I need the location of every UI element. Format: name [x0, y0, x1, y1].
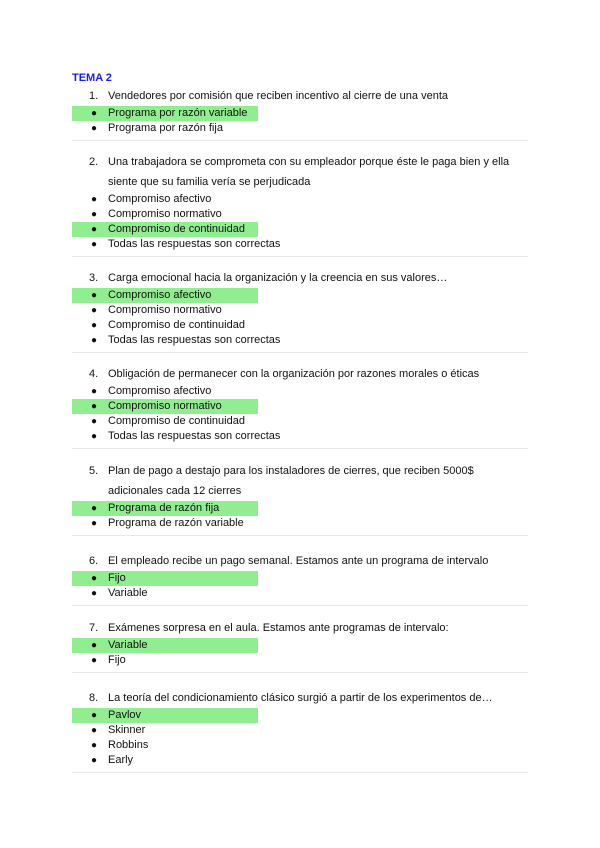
answer-label: Variable	[108, 639, 148, 651]
question-line: Una trabajadora se comprometa con su empleador porque éste le paga bien y ella	[108, 156, 510, 168]
answer-label: Compromiso afectivo	[108, 289, 212, 301]
question-text	[72, 172, 528, 192]
answer-option	[72, 723, 528, 738]
question-text	[72, 86, 528, 106]
answer-option-correct	[72, 638, 258, 653]
bullet-icon: ●	[91, 224, 98, 235]
answer-option	[72, 384, 528, 399]
question-2	[72, 152, 528, 257]
answer-option-correct	[72, 288, 258, 303]
answer-option	[72, 653, 528, 668]
question-line: Carga emocional hacia la organización y la creencia en sus valores…	[108, 272, 448, 284]
question-number: 4.	[89, 368, 99, 380]
bullet-icon: ●	[91, 640, 98, 651]
answer-option-correct	[72, 222, 258, 237]
answer-option	[72, 303, 528, 318]
answer-label: Todas las respuestas son correctas	[108, 238, 281, 250]
bullet-icon: ●	[91, 573, 98, 584]
question-7	[72, 618, 528, 673]
section-title: TEMA 2	[72, 72, 112, 84]
question-line: Plan de pago a destajo para los instaladores de cierres, que reciben 5000$	[108, 465, 474, 477]
answer-option	[72, 738, 528, 753]
divider	[72, 352, 528, 353]
answer-label: Compromiso de continuidad	[108, 415, 245, 427]
bullet-icon: ●	[91, 503, 98, 514]
bullet-icon: ●	[91, 416, 98, 427]
answer-option	[72, 333, 528, 348]
answer-option	[72, 753, 528, 768]
question-3	[72, 268, 528, 353]
answer-label: Todas las respuestas son correctas	[108, 334, 281, 346]
question-8	[72, 688, 528, 773]
question-number: 3.	[89, 272, 99, 284]
bullet-icon: ●	[91, 239, 98, 250]
bullet-icon: ●	[91, 588, 98, 599]
bullet-icon: ●	[91, 305, 98, 316]
answer-option-correct	[72, 571, 258, 586]
bullet-icon: ●	[91, 740, 98, 751]
answer-label: Programa por razón variable	[108, 107, 248, 119]
answer-option	[72, 121, 528, 136]
bullet-icon: ●	[91, 755, 98, 766]
bullet-icon: ●	[91, 123, 98, 134]
answer-label: Early	[108, 754, 134, 766]
divider	[72, 672, 528, 673]
answer-label: Variable	[108, 587, 148, 599]
answer-option	[72, 516, 528, 531]
answer-option	[72, 207, 528, 222]
answer-option-correct	[72, 106, 258, 121]
question-text	[72, 461, 528, 481]
answer-label: Programa de razón fija	[108, 502, 220, 514]
answer-label: Programa por razón fija	[108, 122, 223, 134]
bullet-icon: ●	[91, 401, 98, 412]
bullet-icon: ●	[91, 431, 98, 442]
answer-label: Todas las respuestas son correctas	[108, 430, 281, 442]
divider	[72, 535, 528, 536]
question-text	[72, 481, 528, 501]
answer-label: Compromiso afectivo	[108, 193, 212, 205]
answer-label: Fijo	[108, 654, 126, 666]
answer-option-correct	[72, 708, 258, 723]
answer-label: Compromiso de continuidad	[108, 319, 245, 331]
divider	[72, 140, 528, 141]
bullet-icon: ●	[91, 108, 98, 119]
answer-option	[72, 429, 528, 444]
answer-option-correct	[72, 399, 258, 414]
question-number: 1.	[89, 90, 99, 102]
bullet-icon: ●	[91, 725, 98, 736]
answer-option	[72, 586, 528, 601]
bullet-icon: ●	[91, 518, 98, 529]
divider	[72, 448, 528, 449]
question-6	[72, 551, 528, 606]
bullet-icon: ●	[91, 290, 98, 301]
divider	[72, 605, 528, 606]
question-text	[72, 268, 528, 288]
question-text	[72, 618, 528, 638]
divider	[72, 256, 528, 257]
answer-option	[72, 237, 528, 252]
question-line: La teoría del condicionamiento clásico surgió a partir de los experimentos de…	[108, 692, 493, 704]
answer-option	[72, 192, 528, 207]
bullet-icon: ●	[91, 194, 98, 205]
question-4	[72, 364, 528, 449]
question-line: Vendedores por comisión que reciben incentivo al cierre de una venta	[108, 90, 448, 102]
answer-label: Compromiso normativo	[108, 304, 222, 316]
question-number: 2.	[89, 156, 99, 168]
question-line: Obligación de permanecer con la organización por razones morales o éticas	[108, 368, 480, 380]
answer-label: Skinner	[108, 724, 146, 736]
bullet-icon: ●	[91, 335, 98, 346]
question-text	[72, 551, 528, 571]
answer-label: Pavlov	[108, 709, 142, 721]
answer-option-correct	[72, 501, 258, 516]
question-line: adicionales cada 12 cierres	[108, 485, 242, 497]
bullet-icon: ●	[91, 209, 98, 220]
question-line: Exámenes sorpresa en el aula. Estamos ante programas de intervalo:	[108, 622, 449, 634]
answer-label: Compromiso de continuidad	[108, 223, 245, 235]
bullet-icon: ●	[91, 320, 98, 331]
bullet-icon: ●	[91, 386, 98, 397]
divider	[72, 772, 528, 773]
question-5	[72, 461, 528, 536]
question-number: 5.	[89, 465, 99, 477]
question-number: 6.	[89, 555, 99, 567]
question-number: 8.	[89, 692, 99, 704]
question-text	[72, 152, 528, 172]
answer-label: Fijo	[108, 572, 126, 584]
question-1	[72, 86, 528, 141]
answer-label: Compromiso normativo	[108, 208, 222, 220]
answer-label: Compromiso normativo	[108, 400, 222, 412]
answer-label: Programa de razón variable	[108, 517, 244, 529]
question-text	[72, 688, 528, 708]
question-line: El empleado recibe un pago semanal. Estamos ante un programa de intervalo	[108, 555, 489, 567]
answer-option	[72, 414, 528, 429]
question-line: siente que su familia vería se perjudicada	[108, 176, 311, 188]
bullet-icon: ●	[91, 710, 98, 721]
answer-label: Robbins	[108, 739, 149, 751]
question-text	[72, 364, 528, 384]
question-number: 7.	[89, 622, 99, 634]
answer-label: Compromiso afectivo	[108, 385, 212, 397]
answer-option	[72, 318, 528, 333]
bullet-icon: ●	[91, 655, 98, 666]
